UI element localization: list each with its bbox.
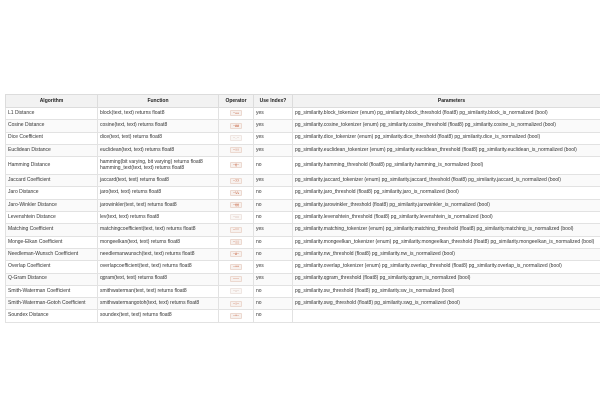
operator-code: ~*~ bbox=[230, 313, 242, 319]
cell-function bbox=[98, 120, 219, 132]
table-row bbox=[6, 132, 600, 144]
cell-parameters: pg_similarity.qgram_threshold (float8) pg_similarity.qgram_is_normalized (bool) bbox=[293, 273, 600, 285]
cell-function bbox=[98, 236, 219, 248]
cell-use-index: no bbox=[254, 248, 293, 260]
cell-algorithm: Monge-Elkan Coefficient bbox=[6, 236, 98, 248]
column-header-use-index: Use Index? bbox=[254, 95, 293, 108]
cell-algorithm: Matching Coefficient bbox=[6, 224, 98, 236]
cell-algorithm: Levenshtein Distance bbox=[6, 212, 98, 224]
operator-code: ~== bbox=[230, 214, 242, 220]
cell-algorithm: Needleman-Wunsch Coefficient bbox=[6, 248, 98, 260]
cell-function bbox=[98, 108, 219, 120]
table-row bbox=[6, 285, 600, 297]
function-signature: needlemanwunsch(text, text) returns float8 bbox=[100, 250, 195, 257]
cell-use-index: no bbox=[254, 187, 293, 199]
cell-algorithm: Dice Coefficient bbox=[6, 132, 98, 144]
cell-parameters: pg_similarity.overlap_tokenizer (enum) pg_similarity.overlap_threshold (float8) pg_similarity.overlap_is_normalized (bool) bbox=[293, 261, 600, 273]
function-signature: smithwatermangotoh(text, text) returns float8 bbox=[100, 300, 200, 306]
cell-use-index: yes bbox=[254, 144, 293, 156]
cell-parameters bbox=[293, 310, 600, 322]
table-row bbox=[6, 248, 600, 260]
operator-code: ~-~ bbox=[230, 135, 242, 141]
cell-use-index: no bbox=[254, 285, 293, 297]
cell-function bbox=[98, 310, 219, 322]
operator-code: ~%% bbox=[230, 190, 242, 196]
operator-code: ~!! bbox=[230, 147, 242, 153]
table-row bbox=[6, 175, 600, 187]
cell-operator bbox=[219, 199, 254, 211]
cell-parameters: pg_similarity.mongeelkan_tokenizer (enum) pg_similarity.mongeelkan_threshold (float8) pg_similarity.mongeelkan_is_normalized (bool) bbox=[293, 236, 600, 248]
table-row bbox=[6, 224, 600, 236]
column-header-parameters: Parameters bbox=[293, 95, 600, 108]
table-row bbox=[6, 187, 600, 199]
cell-function bbox=[98, 248, 219, 260]
cell-algorithm: Smith-Waterman Coefficient bbox=[6, 285, 98, 297]
function-signature: qgram(text, text) returns float8 bbox=[100, 275, 167, 282]
cell-use-index: no bbox=[254, 310, 293, 322]
cell-use-index: yes bbox=[254, 273, 293, 285]
cell-function bbox=[98, 144, 219, 156]
cell-operator bbox=[219, 108, 254, 120]
cell-function bbox=[98, 157, 219, 175]
operator-code: ~#~ bbox=[230, 251, 242, 257]
cell-algorithm: Cosine Distance bbox=[6, 120, 98, 132]
table-body bbox=[6, 108, 600, 323]
column-header-function: Function bbox=[98, 95, 219, 108]
cell-algorithm: L1 Distance bbox=[6, 108, 98, 120]
operator-code: ~## bbox=[230, 123, 242, 129]
operator-code: ~@@ bbox=[230, 202, 242, 208]
function-signature: euclidean(text, text) returns float8 bbox=[100, 146, 175, 153]
similarity-table-container bbox=[5, 94, 597, 323]
cell-parameters: pg_similarity.dice_tokenizer (enum) pg_similarity.dice_threshold (float8) pg_similarity.dice_is_normalized (bool) bbox=[293, 132, 600, 144]
table-row bbox=[6, 199, 600, 211]
cell-parameters: pg_similarity.hamming_threshold (float8) pg_similarity.hamming_is_normalized (bool) bbox=[293, 157, 600, 175]
cell-parameters: pg_similarity.levenshtein_threshold (float8) pg_similarity.levenshtein_is_normalized (bool) bbox=[293, 212, 600, 224]
function-signature: hamming_text(text, text) returns float8 bbox=[100, 164, 185, 171]
cell-use-index: no bbox=[254, 199, 293, 211]
cell-function bbox=[98, 212, 219, 224]
cell-operator bbox=[219, 187, 254, 199]
table-row bbox=[6, 236, 600, 248]
function-signature: matchingcoefficient(text, text) returns float8 bbox=[100, 226, 196, 233]
cell-operator bbox=[219, 224, 254, 236]
cell-parameters: pg_similarity.jaro_threshold (float8) pg_similarity.jaro_is_normalized (bool) bbox=[293, 187, 600, 199]
cell-algorithm: Jaro Distance bbox=[6, 187, 98, 199]
cell-algorithm: Jaro-Winkler Distance bbox=[6, 199, 98, 211]
cell-parameters: pg_similarity.nw_threshold (float8) pg_similarity.nw_is_normalized (bool) bbox=[293, 248, 600, 260]
cell-operator bbox=[219, 261, 254, 273]
function-signature: jarowinkler(text, text) returns float8 bbox=[100, 201, 177, 208]
function-signature: hamming(bit varying, bit varying) returns float8 bbox=[100, 159, 203, 166]
table-row bbox=[6, 120, 600, 132]
operator-code: ~@~ bbox=[230, 162, 242, 168]
table-row bbox=[6, 212, 600, 224]
cell-use-index: no bbox=[254, 236, 293, 248]
table-row bbox=[6, 310, 600, 322]
cell-operator bbox=[219, 248, 254, 260]
cell-use-index: yes bbox=[254, 108, 293, 120]
cell-function bbox=[98, 132, 219, 144]
table-header-row bbox=[6, 95, 600, 108]
cell-operator bbox=[219, 132, 254, 144]
cell-operator bbox=[219, 285, 254, 297]
cell-algorithm: Hamming Distance bbox=[6, 157, 98, 175]
cell-parameters: pg_similarity.jaccard_tokenizer (enum) pg_similarity.jaccard_threshold (float8) pg_similarity.jaccard_is_normalized (bool) bbox=[293, 175, 600, 187]
cell-function bbox=[98, 175, 219, 187]
similarity-functions-table bbox=[5, 94, 600, 323]
table-row bbox=[6, 144, 600, 156]
operator-code: ~|| bbox=[230, 239, 242, 245]
cell-operator bbox=[219, 175, 254, 187]
function-signature: cosine(text, text) returns float8 bbox=[100, 122, 168, 129]
cell-algorithm: Euclidean Distance bbox=[6, 144, 98, 156]
table-row bbox=[6, 108, 600, 120]
operator-code: ~=~ bbox=[230, 288, 242, 294]
cell-use-index: yes bbox=[254, 175, 293, 187]
cell-operator bbox=[219, 212, 254, 224]
cell-parameters: pg_similarity.swg_threshold (float8) pg_similarity.swg_is_normalized (bool) bbox=[293, 298, 600, 310]
operator-code: ~** bbox=[230, 264, 242, 270]
cell-operator bbox=[219, 120, 254, 132]
column-header-operator: Operator bbox=[219, 95, 254, 108]
cell-use-index: yes bbox=[254, 132, 293, 144]
function-signature: block(text, text) returns float8 bbox=[100, 109, 165, 116]
cell-use-index: no bbox=[254, 212, 293, 224]
function-signature: smithwaterman(text, text) returns float8 bbox=[100, 287, 187, 294]
cell-use-index: yes bbox=[254, 120, 293, 132]
function-signature: mongeelkan(text, text) returns float8 bbox=[100, 238, 181, 245]
cell-use-index: no bbox=[254, 157, 293, 175]
cell-parameters: pg_similarity.block_tokenizer (enum) pg_similarity.block_threshold (float8) pg_similarity.block_is_normalized (bool) bbox=[293, 108, 600, 120]
cell-operator bbox=[219, 236, 254, 248]
function-signature: jaro(text, text) returns float8 bbox=[100, 189, 162, 196]
cell-function bbox=[98, 261, 219, 273]
function-signature: soundex(text, text) returns float8 bbox=[100, 312, 172, 319]
cell-function bbox=[98, 199, 219, 211]
cell-function bbox=[98, 298, 219, 310]
cell-use-index: yes bbox=[254, 224, 293, 236]
cell-parameters: pg_similarity.matching_tokenizer (enum) pg_similarity.matching_threshold (float8) pg_similarity.matching_is_normalized (bool) bbox=[293, 224, 600, 236]
table-row bbox=[6, 298, 600, 310]
cell-algorithm: Overlap Coefficient bbox=[6, 261, 98, 273]
cell-operator bbox=[219, 310, 254, 322]
cell-operator bbox=[219, 157, 254, 175]
operator-code: ~~~ bbox=[230, 276, 242, 282]
operator-code: ~++ bbox=[230, 110, 242, 116]
cell-parameters: pg_similarity.sw_threshold (float8) pg_similarity.sw_is_normalized (bool) bbox=[293, 285, 600, 297]
cell-function bbox=[98, 285, 219, 297]
cell-algorithm: Soundex Distance bbox=[6, 310, 98, 322]
cell-parameters: pg_similarity.euclidean_tokenizer (enum) pg_similarity.euclidean_threshold (float8) pg_similarity.euclidean_is_normalized (bool) bbox=[293, 144, 600, 156]
column-header-algorithm: Algorithm bbox=[6, 95, 98, 108]
cell-algorithm: Q-Gram Distance bbox=[6, 273, 98, 285]
cell-function bbox=[98, 224, 219, 236]
function-signature: lev(text, text) returns float8 bbox=[100, 213, 160, 220]
cell-operator bbox=[219, 144, 254, 156]
table-row bbox=[6, 261, 600, 273]
cell-use-index: no bbox=[254, 298, 293, 310]
cell-algorithm: Smith-Waterman-Gotoh Coefficient bbox=[6, 298, 98, 310]
operator-code: ~!~ bbox=[230, 301, 242, 307]
cell-parameters: pg_similarity.cosine_tokenizer (enum) pg_similarity.cosine_threshold (float8) pg_similarity.cosine_is_normalized (bool) bbox=[293, 120, 600, 132]
table-row bbox=[6, 157, 600, 175]
operator-code: ~?? bbox=[230, 178, 242, 184]
cell-parameters: pg_similarity.jarowinkler_threshold (float8) pg_similarity.jarowinkler_is_normalized (bool) bbox=[293, 199, 600, 211]
function-signature: dice(text, text) returns float8 bbox=[100, 134, 162, 141]
cell-function bbox=[98, 187, 219, 199]
table-row bbox=[6, 273, 600, 285]
cell-operator bbox=[219, 298, 254, 310]
cell-operator bbox=[219, 273, 254, 285]
cell-function bbox=[98, 273, 219, 285]
operator-code: ~^^ bbox=[230, 227, 242, 233]
cell-algorithm: Jaccard Coefficient bbox=[6, 175, 98, 187]
cell-use-index: yes bbox=[254, 261, 293, 273]
function-signature: jaccard(text, text) returns float8 bbox=[100, 177, 169, 184]
function-signature: overlapcoefficient(text, text) returns float8 bbox=[100, 263, 192, 270]
